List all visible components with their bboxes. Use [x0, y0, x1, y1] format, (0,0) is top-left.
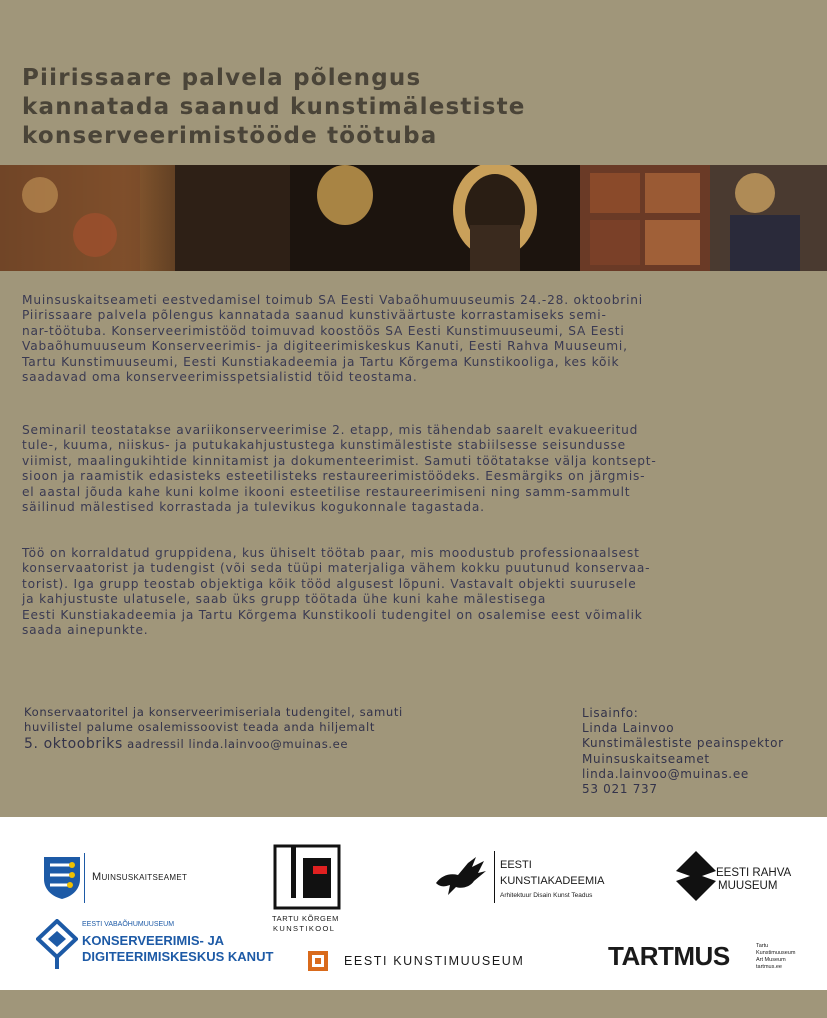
logo-text: TARTMUS [608, 941, 730, 971]
text-line: konservaatorist ja tudengist (või seda tüüpi materjaliga vähem kokku puutunud konservaa- [22, 561, 651, 576]
deadline-line [24, 737, 464, 752]
text-line: Vabaõhumuuseum Konserveerimis- ja digiteerimiskeskus Kanuti, Eesti Rahva Muuseumi, [22, 339, 628, 354]
text-line: nar-töötuba. Konserveerimistööd toimuvad koostöös SA Eesti Kunstimuuseumi, SA Eesti [22, 323, 625, 338]
logo-text: KUNSTIAKADEEMIA [500, 875, 605, 887]
logo-text: tartmus.ee [756, 964, 782, 970]
logo-text: Tartu [756, 943, 769, 949]
paragraph-groups [22, 546, 805, 638]
text-line: Seminaril teostatakse avariikonserveerimise 2. etapp, mis tähendab saarelt evakueeritud [22, 423, 639, 437]
logo-text: Kunstimuuseum [756, 950, 796, 956]
text-line: Töö on korraldatud gruppidena, kus ühiselt töötab paar, mis moodustub professionaalsest [22, 546, 640, 560]
contact-heading: Lisainfo: [582, 706, 639, 720]
logo-text: KONSERVEERIMIS- JA [82, 933, 225, 948]
logo-text: Art Museum [756, 957, 786, 963]
text-line: torist). Iga grupp teostab objektiga kõik tööd algusest lõpuni. Vastavalt objekti suurusele [22, 576, 637, 591]
paragraph-intro [22, 293, 805, 385]
text-line: viimist, maalingukihtide kinnitamist ja dokumenteerimist. Samuti töötatakse välja kontsept- [22, 453, 657, 468]
bottom-strip [0, 990, 827, 1018]
contact-info [582, 706, 784, 797]
text-line: Tartu Kunstimuuseumi, Eesti Kunstiakadeemia ja Tartu Kõrgema Kunstikooliga, kes kõik [22, 354, 620, 369]
note-line: huvilistel palume osalemissoovist teada anda hiljemalt [24, 720, 375, 734]
logo-text: Muinsuskaitseamet [92, 871, 188, 883]
text-line: saadavad oma konserveerimisspetsialistid töid teostama. [22, 370, 418, 385]
text-line: säilinud mälestised korrastada ja tulevikus kogukonnale tagastada. [22, 500, 485, 515]
partner-logos [0, 817, 827, 990]
logo-text: Arhitektuur Disain Kunst Teadus [500, 892, 593, 899]
title-line: konserveerimistööde töötuba [22, 123, 438, 149]
icon-banner-photo [0, 165, 827, 271]
deadline-email[interactable]: aadressil linda.lainvoo@muinas.ee [122, 737, 349, 751]
contact-phone: 53 021 737 [582, 782, 658, 797]
coat-of-arms-icon [42, 855, 82, 901]
logo-text: EESTI [500, 859, 532, 871]
erm-mark-icon [676, 851, 716, 901]
text-line: el aastal jõuda kahe kuni kolme ikooni esteetilise restaureerimiseni ning samm-sammult [22, 484, 631, 499]
logo-text: TARTU KÕRGEM [272, 914, 339, 923]
logo-muinsuskaitseamet [42, 853, 222, 903]
logo-kanut [36, 917, 274, 979]
logo-text: EESTI VABAÕHUMUUSEUM [82, 921, 175, 928]
logo-text: EESTI RAHVA [716, 867, 792, 879]
contact-position: Kunstimälestiste peainspektor [582, 736, 784, 751]
logo-text: MUUSEUM [718, 880, 778, 892]
text-line: ja kahjustuste ulatusele, saab üks grupp töötada ühe kuni kahe mälestisega [22, 592, 547, 607]
text-line: Eesti Kunstiakadeemia ja Tartu Kõrgema Kunstikooli tudengitel on osalemise eest võimalik [22, 607, 643, 622]
text-line: saada ainepunkte. [22, 623, 149, 638]
logo-text: EESTI KUNSTIMUUSEUM [344, 954, 525, 968]
logo-eesti-kunstimuuseum [308, 951, 538, 975]
text-line: Muinsuskaitseameti eestvedamisel toimub SA Eesti Vabaõhumuuseumis 24.-28. oktoobrini [22, 293, 643, 307]
poster-title [22, 64, 526, 151]
logo-text: KUNSTIKOOL [273, 924, 336, 933]
logo-text: DIGITEERIMISKESKUS KANUT [82, 949, 274, 964]
logo-tartu-korgem-kunstikool [270, 844, 348, 936]
contact-organization: Muinsuskaitseamet [582, 751, 710, 766]
kanut-mark-icon [36, 919, 78, 971]
text-line: sioon ja raamistik edasisteks esteetilisteks restaureerimistöödeks. Eesmärgiks on järgmis- [22, 469, 646, 484]
logo-eesti-rahva-muuseum [676, 851, 806, 903]
text-line: tule-, kuuma, niiskus- ja putukakahjustustega kunstimälestiste stabiilsesse seisundusse [22, 438, 626, 453]
title-line: Piirissaare palvela põlengus [22, 65, 422, 91]
pegasus-icon [432, 853, 490, 897]
contact-email[interactable]: linda.lainvoo@muinas.ee [582, 766, 749, 781]
note-line: Konservaatoritel ja konserveerimiseriala tudengitel, samuti [24, 705, 403, 719]
deadline-date: 5. oktoobriks [24, 736, 123, 752]
paragraph-seminar [22, 423, 805, 515]
title-line: kannatada saanud kunstimälestiste [22, 94, 526, 120]
contact-name: Linda Lainvoo [582, 721, 675, 736]
tkk-mark-icon [273, 844, 341, 910]
text-line: Piirissaare palvela põlengus kannatada saanud kunstiväärtuste korrastamiseks semi- [22, 308, 607, 323]
logo-tartmus [608, 941, 798, 977]
ekm-mark-icon [308, 951, 328, 971]
logo-eesti-kunstiakadeemia [432, 851, 622, 907]
registration-note [24, 705, 464, 752]
